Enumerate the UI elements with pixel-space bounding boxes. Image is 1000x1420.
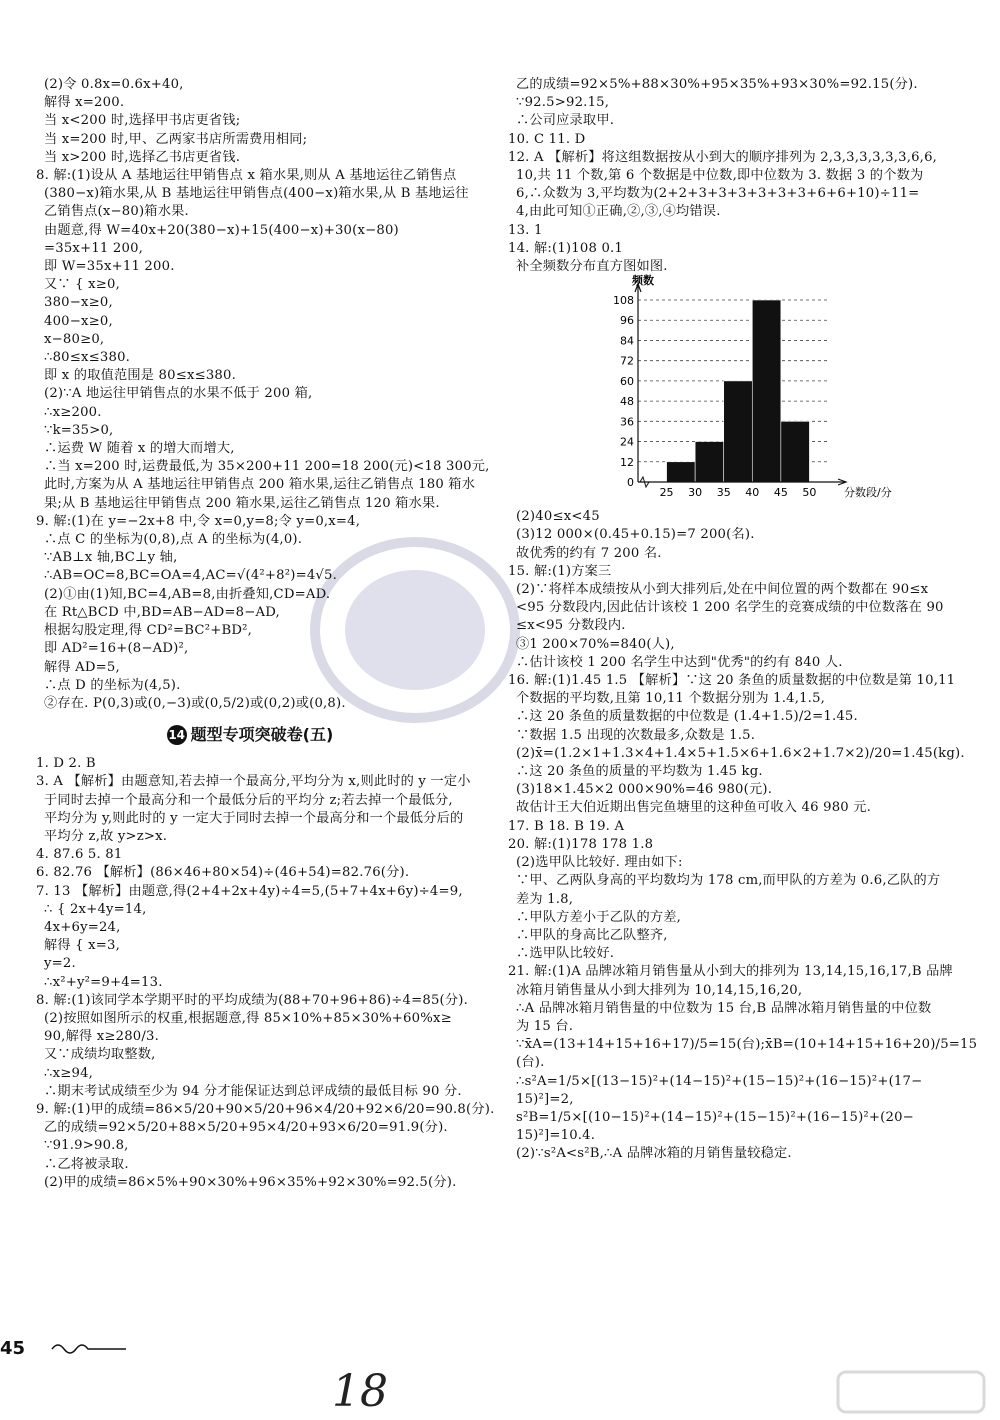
answer-line: 12. A 【解析】将这组数据按从小到大的顺序排列为 2,3,3,3,3,3,3,6,6, (508, 149, 938, 165)
answer-line: 补全频数分布直方图如图. (516, 259, 668, 275)
answer-line: x−80≥0, (44, 331, 105, 347)
histogram-svg (604, 274, 892, 504)
answer-line: 16. 解:(1)1.45 1.5 【解析】∵这 20 条鱼的质量数据的中位数是第 10,11 (508, 673, 956, 689)
answer-line: ∵92.5>92.15, (516, 95, 610, 111)
page-number: 45 (0, 1338, 26, 1359)
histogram-bar (695, 442, 724, 482)
histogram-bar (724, 381, 753, 482)
answer-line: y=2. (44, 956, 76, 972)
histogram-chart (604, 274, 892, 504)
answer-line: 即 AD²=16+(8−AD)², (44, 641, 189, 657)
watermark-logo (836, 1368, 986, 1416)
y-tick-label: 96 (620, 314, 634, 328)
answer-line: ②存在. P(0,3)或(0,−3)或(0,5/2)或(0,2)或(0,8). (44, 695, 346, 711)
answer-line: 1. D 2. B (36, 756, 96, 772)
answer-line: (2)甲的成绩=86×5%+90×30%+96×35%+92×30%=92.5(分). (44, 1174, 457, 1190)
answer-line: 8. 解:(1)设从 A 基地运往甲销售点 x 箱水果,则从 A 基地运往乙销售点 (36, 168, 457, 184)
answer-line: (3)12 000×(0.45+0.15)=7 200(名). (516, 527, 755, 543)
answer-line: 9. 解:(1)甲的成绩=86×5/20+90×5/20+96×4/20+92×6/20=90.8(分). (36, 1101, 495, 1117)
answer-line: ∴选甲队比较好. (516, 946, 615, 962)
answer-line: ∴这 20 条鱼的质量的平均数为 1.45 kg. (516, 764, 763, 780)
answer-line: 当 x<200 时,选择甲书店更省钱; (44, 113, 241, 129)
answer-line: 10,共 11 个数,第 6 个数据是中位数,即中位数为 3. 数据 3 的个数为 (516, 168, 924, 184)
answer-line: (380−x)箱水果,从 B 基地运往甲销售点(400−x)箱水果,从 B 基地运往 (44, 186, 469, 202)
answer-line: 15. 解:(1)方案三 (508, 563, 612, 579)
x-tick-label: 50 (802, 486, 817, 500)
answer-line: ∵甲、乙两队身高的平均数均为 178 cm,而甲队的方差为 0.6,乙队的方 (516, 873, 941, 889)
answer-line: 当 x>200 时,选择乙书店更省钱. (44, 149, 241, 165)
answer-line: ∴甲队的身高比乙队整齐, (516, 927, 668, 943)
answer-line: ∵k=35>0, (44, 422, 114, 438)
answer-line: 17. B 18. B 19. A (508, 818, 625, 834)
x-tick-label: 45 (773, 486, 788, 500)
answer-line: 10. C 11. D (508, 131, 586, 147)
answer-line: ∴估计该校 1 200 名学生中达到"优秀"的约有 840 人. (516, 654, 843, 670)
answer-line: ∴点 D 的坐标为(4,5). (44, 677, 181, 693)
answer-line: 在 Rt△BCD 中,BD=AB−AD=8−AD, (44, 604, 280, 620)
answer-line: ∵91.9>90.8, (44, 1138, 129, 1154)
answer-line: 15)²]=2, (516, 1091, 574, 1107)
answer-line: 当 x=200 时,甲、乙两家书店所需费用相同; (44, 131, 308, 147)
answer-line: 380−x≥0, (44, 295, 113, 311)
answer-line: 13. 1 (508, 222, 543, 238)
answer-line: ∴s²A=1/5×[(13−15)²+(14−15)²+(15−15)²+(16−15)²+(17− (516, 1073, 923, 1089)
answer-line: 平均分为 y,则此时的 y 一定大于同时去掉一个最高分和一个最低分后的 (44, 810, 464, 826)
answer-line: 个数据的平均数,且第 10,11 个数据分别为 1.4,1.5, (516, 691, 826, 707)
answer-line: ∴ { 2x+4y=14, (44, 901, 147, 917)
y-tick-label: 60 (620, 375, 634, 389)
answer-line: 于同时去掉一个最高分和一个最低分后的平均分 z;若去掉一个最低分, (44, 792, 453, 808)
answer-line: (2)按照如图所示的权重,根据题意,得 85×10%+85×30%+60%x≥ (44, 1010, 452, 1026)
answer-line: 20. 解:(1)178 178 1.8 (508, 836, 654, 852)
y-axis-label: 频数 (632, 274, 654, 288)
right-column (508, 76, 978, 1164)
answer-line: 21. 解:(1)A 品牌冰箱月销售量从小到大的排列为 13,14,15,16,17,B 品牌 (508, 964, 953, 980)
answer-line: ∴A 品牌冰箱月销售量的中位数为 15 台,B 品牌冰箱月销售量的中位数 (516, 1000, 932, 1016)
answer-line: 此时,方案为从 A 基地运往甲销售点 200 箱水果,运往乙销售点 180 箱水 (44, 477, 476, 493)
footer-ornament (30, 1341, 130, 1357)
section-number-badge: 14 (167, 725, 187, 745)
answer-line: ∴乙将被录取. (44, 1156, 129, 1172)
left-answer-block-2 (36, 755, 495, 1192)
answer-line: 为 15 台. (516, 1018, 574, 1034)
x-axis-label: 分数段/分 (844, 486, 892, 500)
answer-line: (2)40≤x<45 (516, 509, 600, 525)
answer-line: ∴点 C 的坐标为(0,8),点 A 的坐标为(4,0). (44, 532, 303, 548)
answer-line: 15)²]=10.4. (516, 1128, 596, 1144)
x-tick-label: 35 (716, 486, 731, 500)
y-tick-label: 0 (627, 476, 634, 490)
answer-line: 由题意,得 W=40x+20(380−x)+15(400−x)+30(x−80) (44, 222, 399, 238)
answer-line: 3. A 【解析】由题意知,若去掉一个最高分,平均分为 x,则此时的 y 一定小 (36, 774, 471, 790)
answer-line: 4,由此可知①正确,②,③,④均错误. (516, 204, 721, 220)
histogram-bar (752, 300, 781, 482)
answer-line: (2)选甲队比较好. 理由如下: (516, 855, 683, 871)
answer-line: 400−x≥0, (44, 313, 113, 329)
x-tick-label: 40 (745, 486, 760, 500)
answer-line: 即 x 的取值范围是 80≤x≤380. (44, 368, 237, 384)
answer-line: 根据勾股定理,得 CD²=BC²+BD², (44, 623, 253, 639)
answer-line: (2)∵s²A<s²B,∴A 品牌冰箱的月销售量较稳定. (516, 1146, 792, 1162)
y-tick-label: 84 (620, 334, 634, 348)
right-answer-block-2 (508, 508, 978, 1163)
y-tick-label: 24 (620, 435, 634, 449)
answer-line: 故优秀的约有 7 200 名. (516, 545, 662, 561)
answer-line: ∵x̄A=(13+14+15+16+17)/5=15(台);x̄B=(10+14+15+16+20)/5=15 (516, 1037, 978, 1053)
answer-line: (2)∵A 地运往甲销售点的水果不低于 200 箱, (44, 386, 313, 402)
left-answer-block-1 (36, 76, 490, 713)
answer-line: 9. 解:(1)在 y=−2x+8 中,令 x=0,y=8;令 y=0,x=4, (36, 513, 361, 529)
answer-line: 14. 解:(1)108 0.1 (508, 240, 624, 256)
answer-line: 解得 { x=3, (44, 938, 121, 954)
answer-line: 又∵成绩均取整数, (44, 1047, 156, 1063)
answer-line: (台). (516, 1055, 545, 1071)
answer-line: 差为 1.8, (516, 891, 574, 907)
histogram-bar (667, 462, 696, 482)
y-tick-label: 72 (620, 354, 634, 368)
answer-line: ≤x<95 分数段内. (516, 618, 626, 634)
x-tick-label: 25 (659, 486, 674, 500)
answer-line: 解得 AD=5, (44, 659, 120, 675)
answer-line: ∴80≤x≤380. (44, 350, 131, 366)
answer-line: 平均分 z,故 y>z>x. (44, 828, 168, 844)
section-title-text: 题型专项突破卷(五) (190, 725, 334, 745)
answer-line: 冰箱月销售量从小到大排列为 10,14,15,16,20, (516, 982, 803, 998)
answer-line: 90,解得 x≥280/3. (44, 1029, 160, 1045)
answer-line: ∴甲队方差小于乙队的方差, (516, 909, 682, 925)
answer-line: 果;从 B 基地运往甲销售点 200 箱水果,运往乙销售点 120 箱水果. (44, 495, 440, 511)
answer-line: ∴这 20 条鱼的质量数据的中位数是 (1.4+1.5)/2=1.45. (516, 709, 858, 725)
answer-line: s²B=1/5×[(10−15)²+(14−15)²+(15−15)²+(16−15)²+(20− (516, 1109, 914, 1125)
section-heading (36, 721, 464, 749)
right-answer-block-1 (508, 76, 940, 276)
answer-line: (3)18×1.45×2 000×90%=46 980(元). (516, 782, 773, 798)
answer-line: ∴公司应录取甲. (516, 113, 615, 129)
answer-line: 7. 13 【解析】由题意,得(2+4+2x+4y)÷4=5,(5+7+4x+6y)÷4=9, (36, 883, 463, 899)
y-tick-label: 108 (613, 294, 634, 308)
answer-line: (2)x̄=(1.2×1+1.3×4+1.4×5+1.5×6+1.6×2+1.7×2)/20=1.45(kg). (516, 745, 965, 761)
answer-line: ∴运费 W 随着 x 的增大而增大, (44, 441, 235, 457)
answer-line: <95 分数段内,因此估计该校 1 200 名学生的竞赛成绩的中位数落在 90 (516, 600, 944, 616)
answer-line: 故估计王大伯近期出售完鱼塘里的这种鱼可收入 46 980 元. (516, 800, 872, 816)
answer-line: 解得 x=200. (44, 95, 125, 111)
answer-line: 4. 87.6 5. 81 (36, 847, 123, 863)
answer-line: 6. 82.76 【解析】(86×46+80×54)÷(46+54)=82.76(分). (36, 865, 410, 881)
answer-line: ∴AB=OC=8,BC=OA=4,AC=√(4²+8²)=4√5. (44, 568, 338, 584)
histogram-bar (781, 422, 810, 483)
answer-line: 6,∴众数为 3,平均数为(2+2+3+3+3+3+3+3+6+6+10)÷11= (516, 186, 920, 202)
answer-line: ∵AB⊥x 轴,BC⊥y 轴, (44, 550, 178, 566)
answer-line: ∴当 x=200 时,运费最低,为 35×200+11 200=18 200(元)<18 300元, (44, 459, 490, 475)
answer-line: 乙的成绩=92×5/20+88×5/20+95×4/20+93×6/20=91.9(分). (44, 1120, 448, 1136)
answer-line: ∴x≥200. (44, 404, 102, 420)
answer-line: ∴x≥94, (44, 1065, 94, 1081)
answer-line: 4x+6y=24, (44, 919, 121, 935)
answer-line: 乙的成绩=92×5%+88×30%+95×35%+93×30%=92.15(分). (516, 77, 918, 92)
y-tick-label: 48 (620, 395, 634, 409)
answer-line: 8. 解:(1)该同学本学期平时的平均成绩为(88+70+96+86)÷4=85(分). (36, 992, 469, 1008)
y-tick-label: 36 (620, 415, 634, 429)
left-column (36, 76, 495, 1192)
answer-line: (2)∵将样本成绩按从小到大排列后,处在中间位置的两个数都在 90≤x (516, 582, 929, 598)
handwritten-note: 18 (332, 1366, 388, 1417)
answer-line: ③1 200×70%=840(人), (516, 636, 675, 652)
answer-line: ∴期末考试成绩至少为 94 分才能保证达到总评成绩的最低目标 90 分. (44, 1083, 462, 1099)
answer-line: 又∵ { x≥0, (44, 277, 121, 293)
answer-line: (2)令 0.8x=0.6x+40, (44, 77, 184, 92)
answer-line: =35x+11 200, (44, 240, 144, 256)
x-tick-label: 30 (688, 486, 703, 500)
answer-line: ∴x²+y²=9+4=13. (44, 974, 163, 990)
answer-line: ∵数据 1.5 出现的次数最多,众数是 1.5. (516, 727, 756, 743)
answer-line: 乙销售点(x−80)箱水果. (44, 204, 189, 220)
y-tick-label: 12 (620, 456, 634, 470)
answer-line: (2)①由(1)知,BC=4,AB=8,由折叠知,CD=AD. (44, 586, 331, 602)
answer-line: 即 W=35x+11 200. (44, 259, 175, 275)
